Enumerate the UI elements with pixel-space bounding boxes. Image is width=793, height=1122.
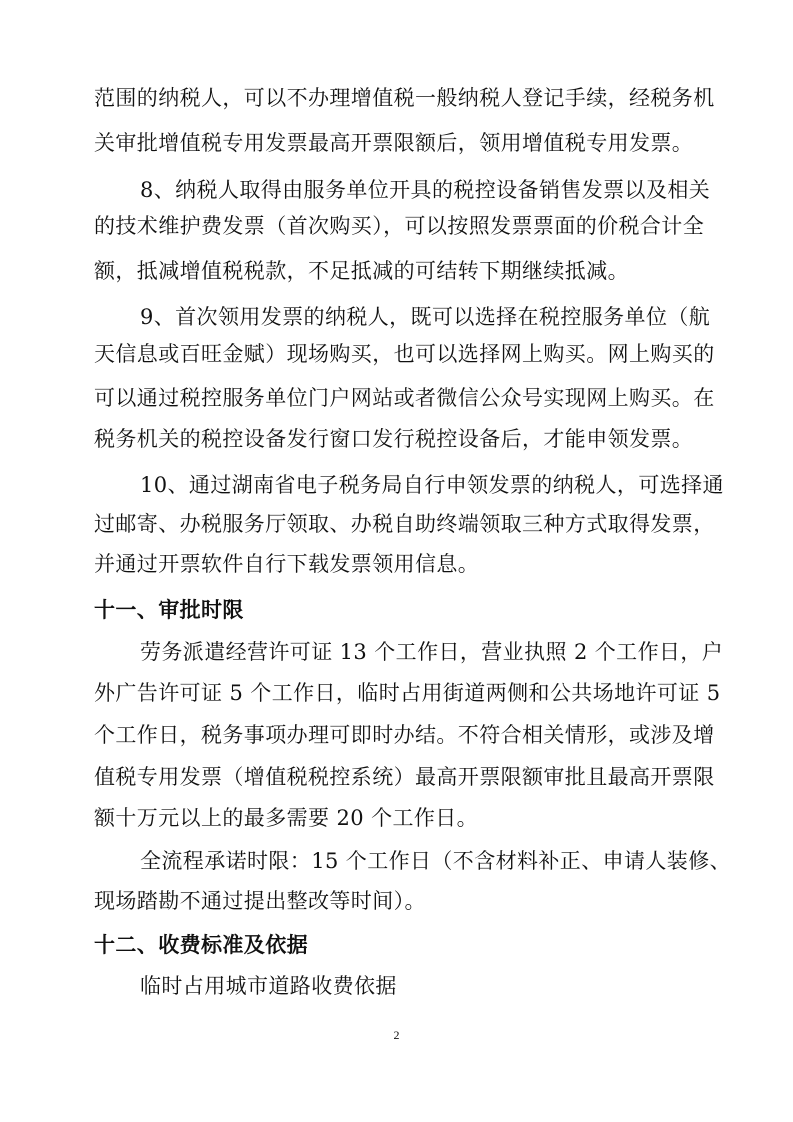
body-text-line: 额十万元以上的最多需要 20 个工作日。 <box>94 806 479 830</box>
body-text-line: 10、通过湖南省电子税务局自行申领发票的纳税人，可选择通 <box>140 473 724 497</box>
body-text-line: 并通过开票软件自行下载发票领用信息。 <box>94 552 480 576</box>
body-text-line: 过邮寄、办税服务厅领取、办税自助终端领取三种方式取得发票， <box>94 512 715 536</box>
body-text-line: 劳务派遣经营许可证 13 个工作日，营业执照 2 个工作日，户 <box>140 640 724 664</box>
section-heading: 十二、收费标准及依据 <box>94 933 308 957</box>
body-text-line: 全流程承诺时限：15 个工作日（不含材料补正、申请人装修、 <box>140 849 731 873</box>
body-text-line: 值税专用发票（增值税税控系统）最高开票限额审批且最高开票限 <box>94 765 715 789</box>
body-text-line: 额，抵减增值税税款，不足抵减的可结转下期继续抵减。 <box>94 259 629 283</box>
body-text-line: 关审批增值税专用发票最高开票限额后，领用增值税专用发票。 <box>94 131 694 155</box>
body-text-line: 个工作日，税务事项办理可即时办结。不符合相关情形，或涉及增 <box>94 723 715 747</box>
body-text-line: 税务机关的税控设备发行窗口发行税控设备后，才能申领发票。 <box>94 427 694 451</box>
body-text-line: 外广告许可证 5 个工作日，临时占用街道两侧和公共场地许可证 5 <box>94 681 721 705</box>
body-text-line: 范围的纳税人，可以不办理增值税一般纳税人登记手续，经税务机 <box>94 86 715 110</box>
body-text-line: 的技术维护费发票（首次购买），可以按照发票票面的价税合计全 <box>94 214 705 238</box>
page-number: 2 <box>393 1028 400 1042</box>
section-heading: 十一、审批时限 <box>94 598 244 622</box>
body-text-line: 可以通过税控服务单位门户网站或者微信公众号实现网上购买。在 <box>94 386 715 410</box>
body-text-line: 9、首次领用发票的纳税人，既可以选择在税控服务单位（航 <box>140 305 711 329</box>
body-text-line: 8、纳税人取得由服务单位开具的税控设备销售发票以及相关 <box>140 178 711 202</box>
body-text-line: 临时占用城市道路收费依据 <box>140 974 397 998</box>
body-text-line: 天信息或百旺金赋）现场购买，也可以选择网上购买。网上购买的 <box>94 342 715 366</box>
body-text-line: 现场踏勘不通过提出整改等时间）。 <box>94 889 426 913</box>
